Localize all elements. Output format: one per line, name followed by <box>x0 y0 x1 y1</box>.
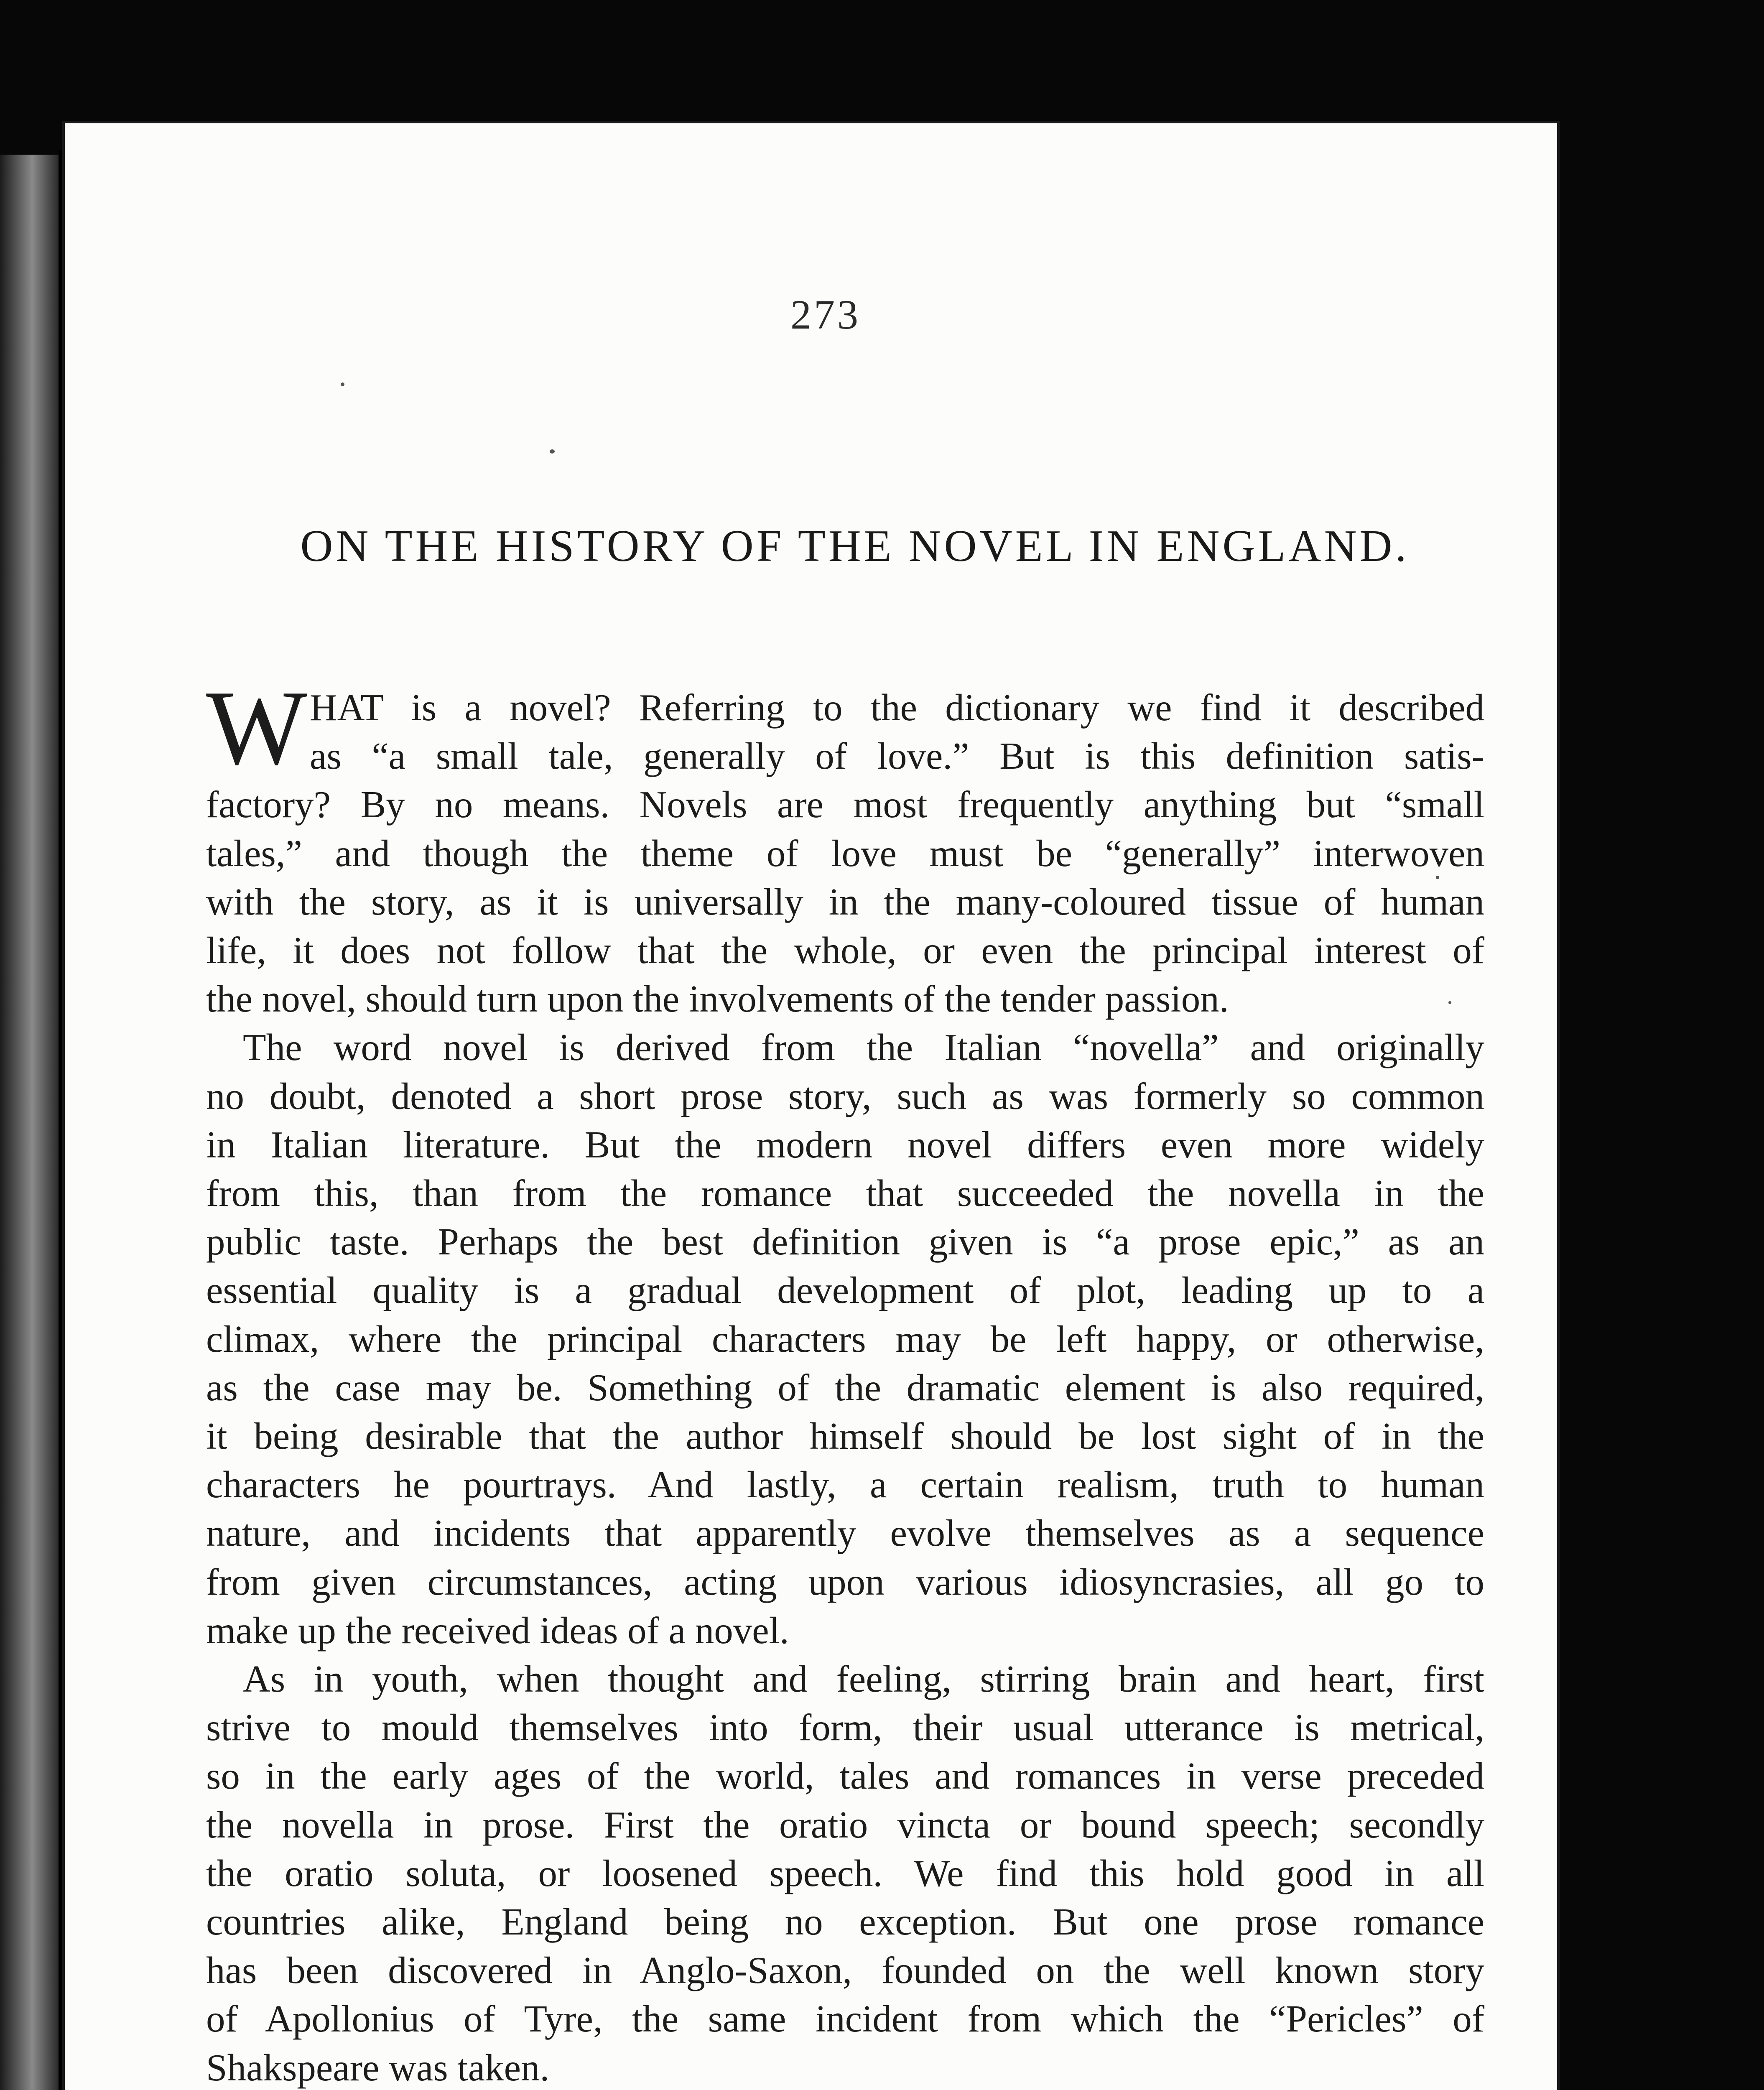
text-line: nature, and incidents that apparently evolve themselves as a sequence <box>206 1512 1484 1555</box>
article-body <box>206 669 1484 2090</box>
article-title: ON THE HISTORY OF THE NOVEL IN ENGLAND. <box>300 521 1410 571</box>
text-line: public taste. Perhaps the best definition given is “a prose epic,” as an <box>206 1221 1484 1263</box>
text-line: as “a small tale, generally of love.” But is this definition satis- <box>310 735 1484 777</box>
text-line: As in youth, when thought and feeling, stirring brain and heart, first <box>243 1658 1484 1700</box>
text-line: as the case may be. Something of the dramatic element is also required, <box>206 1366 1484 1409</box>
book-page <box>65 123 1557 2090</box>
text-line: climax, where the principal characters may be left happy, or otherwise, <box>206 1318 1484 1360</box>
ink-speck <box>341 382 344 386</box>
facing-page-edge <box>0 155 59 2090</box>
text-line: the novel, should turn upon the involvements of the tender passion. <box>206 978 1229 1020</box>
text-line: of Apollonius of Tyre, the same incident from which the “Pericles” of <box>206 1998 1484 2040</box>
text-line: the oratio soluta, or loosened speech. We find this hold good in all <box>206 1852 1484 1894</box>
paragraph <box>206 1655 1484 2090</box>
text-line: with the story, as it is universally in the many-coloured tissue of human <box>206 880 1484 923</box>
text-line: the novella in prose. First the oratio vincta or bound speech; secondly <box>206 1803 1484 1846</box>
paragraph <box>206 669 1484 1023</box>
drop-cap: W <box>206 669 307 787</box>
text-line: strive to mould themselves into form, their usual utterance is metrical, <box>206 1706 1484 1749</box>
text-line: has been discovered in Anglo-Saxon, founded on the well known story <box>206 1949 1484 1992</box>
text-line: life, it does not follow that the whole, or even the principal interest of <box>206 929 1484 972</box>
text-line: no doubt, denoted a short prose story, such as was formerly so common <box>206 1075 1484 1117</box>
text-line: from this, than from the romance that succeeded the novella in the <box>206 1172 1484 1215</box>
text-line: make up the received ideas of a novel. <box>206 1609 789 1652</box>
text-line: so in the early ages of the world, tales and romances in verse preceded <box>206 1755 1484 1797</box>
text-line: characters he pourtrays. And lastly, a certain realism, truth to human <box>206 1463 1484 1506</box>
ink-speck <box>550 449 555 454</box>
text-line-content: HAT is a novel? Referring to the dictionary we find it described <box>310 686 1484 729</box>
text-line: from given circumstances, acting upon various idiosyncrasies, all go to <box>206 1560 1484 1603</box>
text-line: tales,” and though the theme of love must be “generally” interwoven <box>206 832 1484 874</box>
text-line: The word novel is derived from the Italian “novella” and originally <box>243 1026 1484 1069</box>
paragraph <box>206 1023 1484 1655</box>
text-line: countries alike, England being no exception. But one prose romance <box>206 1901 1484 1943</box>
text-line: essential quality is a gradual development of plot, leading up to a <box>206 1269 1484 1312</box>
text-line: Shakspeare was taken. <box>206 2046 550 2089</box>
text-line: factory? By no means. Novels are most frequently anything but “small <box>206 783 1484 826</box>
text-line: it being desirable that the author himself should be lost sight of in the <box>206 1415 1484 1458</box>
text-line: in Italian literature. But the modern novel differs even more widely <box>206 1123 1484 1166</box>
page-number: 273 <box>790 291 861 338</box>
